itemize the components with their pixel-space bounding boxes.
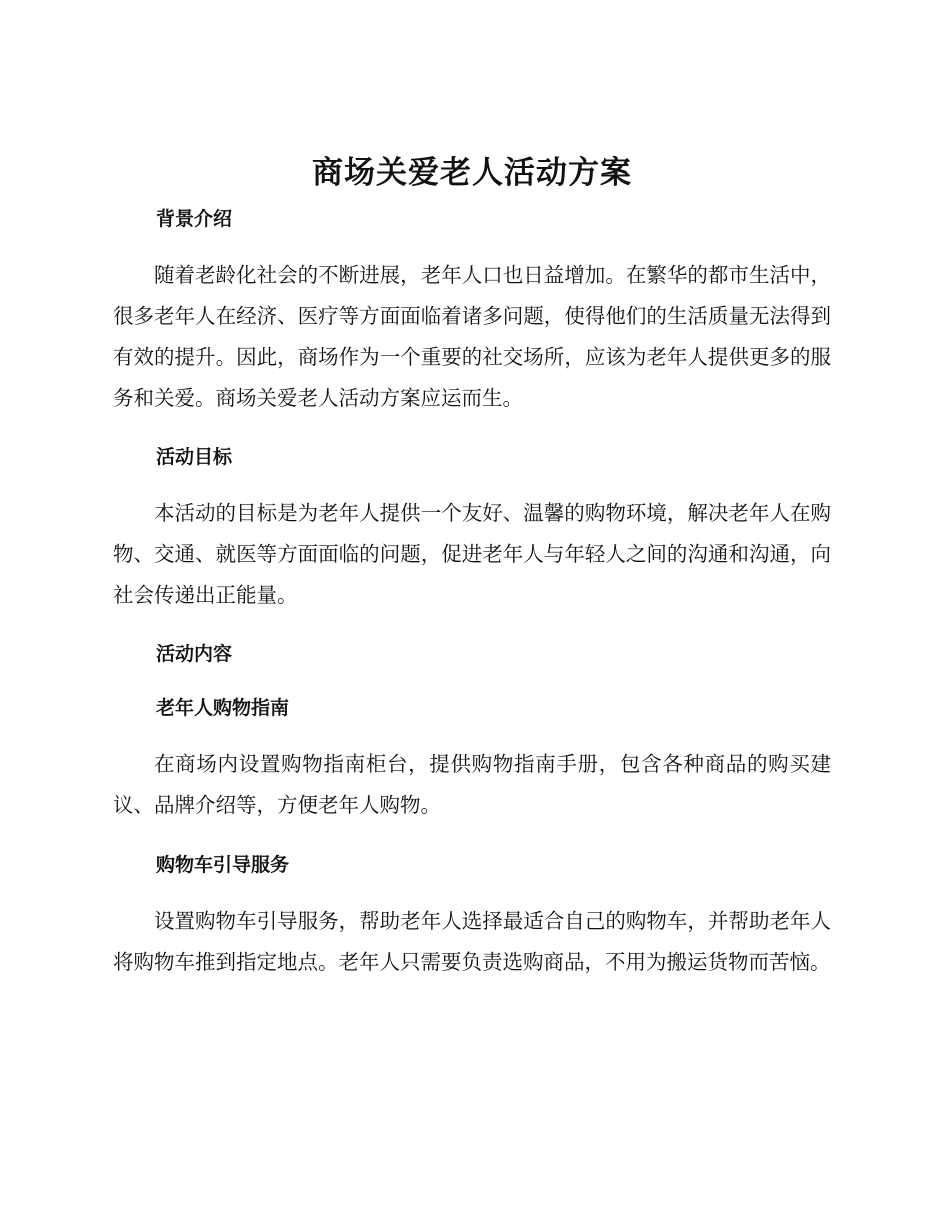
section-paragraph-cart-service: 设置购物车引导服务，帮助老年人选择最适合自己的购物车，并帮助老年人将购物车推到指定地点。老年人只需要负责选购商品，不用为搬运货物而苦恼。	[113, 909, 831, 974]
section-heading-background: 背景介绍	[156, 208, 233, 230]
section-paragraph-background: 随着老龄化社会的不断进展，老年人口也日益增加。在繁华的都市生活中，很多老年人在经济、医疗等方面面临着诸多问题，使得他们的生活质量无法得到有效的提升。因此，商场作为一个重要的社交场所，应该为老年人提供更多的服务和关爱。商场关爱老人活动方案应运而生。	[113, 263, 831, 410]
document-title: 商场关爱老人活动方案	[312, 155, 632, 191]
section-heading-cart-service: 购物车引导服务	[156, 854, 290, 876]
section-heading-shopping-guide: 老年人购物指南	[156, 697, 290, 719]
section-heading-goals: 活动目标	[156, 446, 233, 468]
section-paragraph-goals: 本活动的目标是为老年人提供一个友好、温馨的购物环境，解决老年人在购物、交通、就医等方面面临的问题，促进老年人与年轻人之间的沟通和沟通，向社会传递出正能量。	[113, 501, 831, 607]
document-page	[113, 150, 831, 983]
section-paragraph-shopping-guide: 在商场内设置购物指南柜台，提供购物指南手册，包含各种商品的购买建议、品牌介绍等，方便老年人购物。	[113, 752, 831, 817]
section-heading-content: 活动内容	[156, 643, 233, 665]
